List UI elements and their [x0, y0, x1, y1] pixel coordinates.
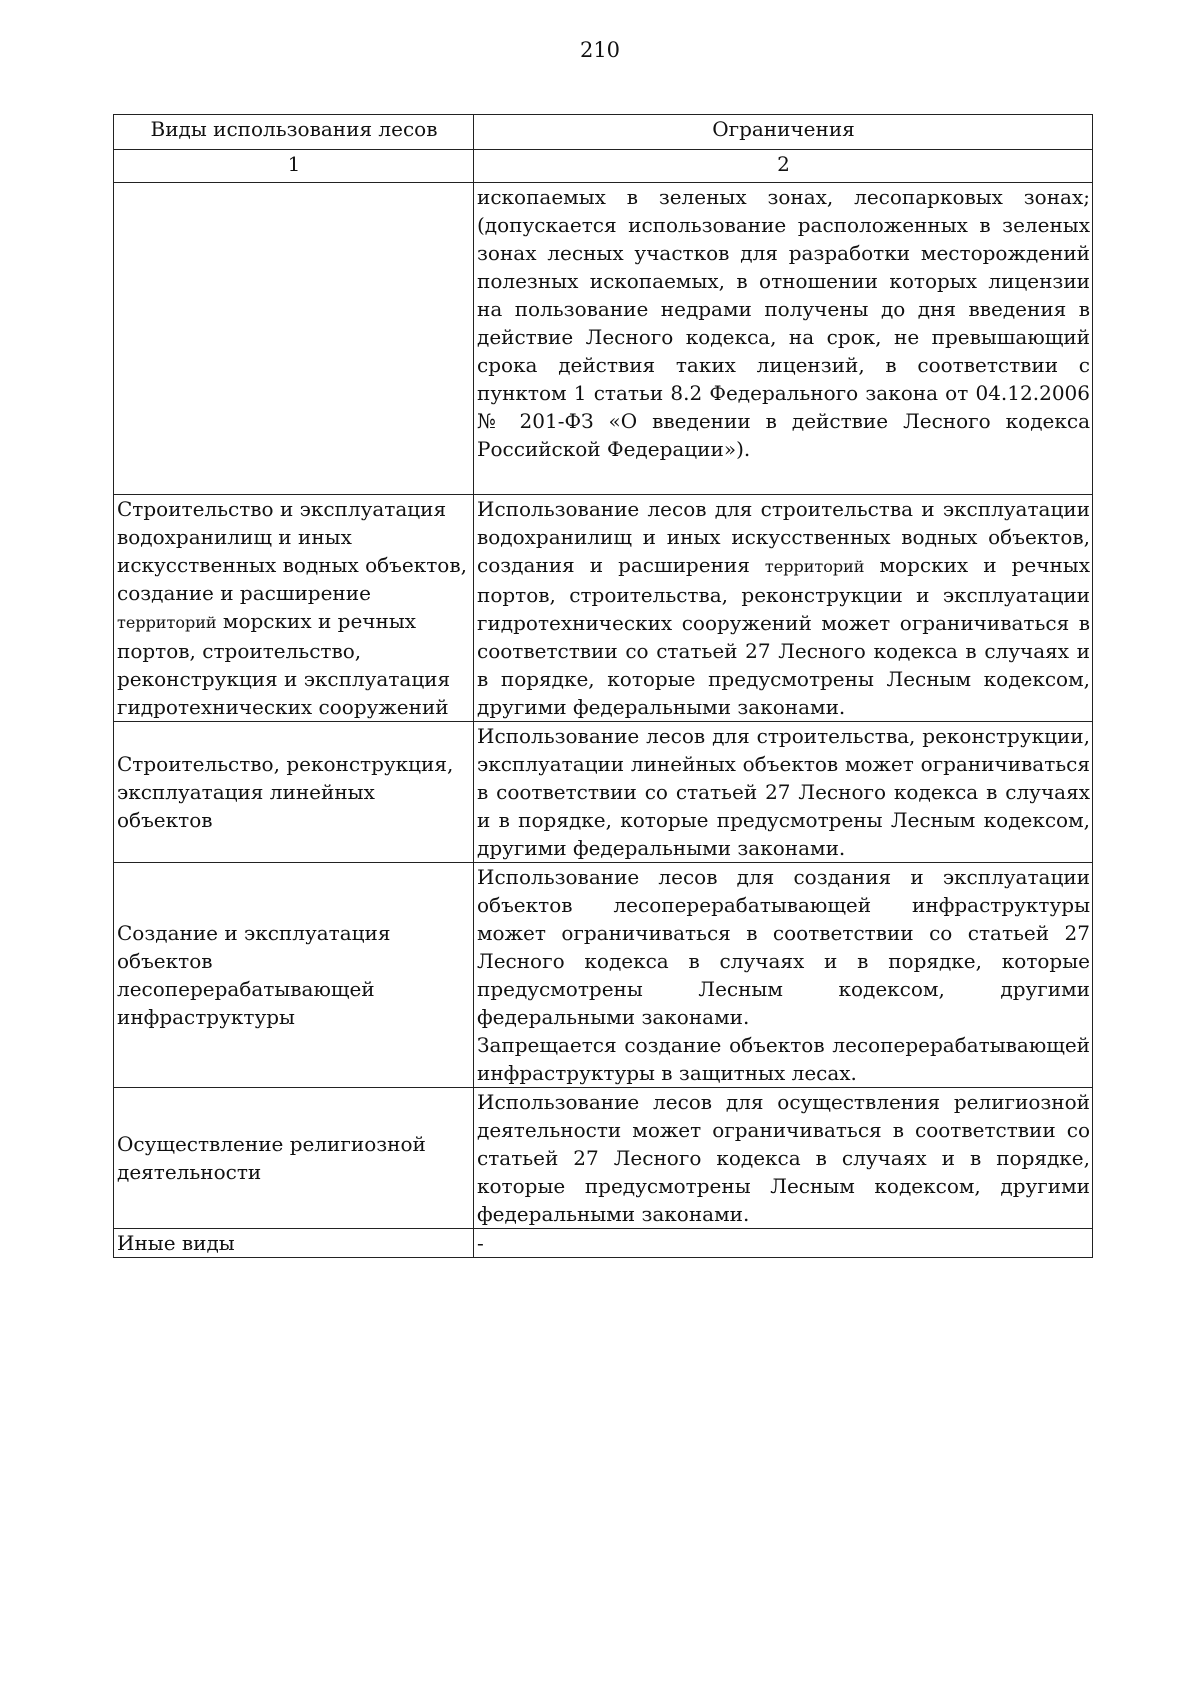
- table-row: [114, 722, 1093, 863]
- use-type-text: Строительство и эксплуатация водохранилищ и иных искусственных водных объектов, создание и расширение: [117, 497, 467, 605]
- column-header-restrictions: Ограничения: [474, 115, 1093, 150]
- table-header-row: [114, 115, 1093, 150]
- restriction-cell: [474, 495, 1093, 722]
- restriction-small-text: территорий: [764, 557, 865, 576]
- forest-use-restrictions-table: [113, 114, 1093, 1258]
- restriction-cell: [474, 863, 1093, 1088]
- table-row-continuation: [114, 183, 1093, 495]
- use-type-small-text: территорий: [117, 613, 217, 632]
- use-type-cell: Осуществление религиозной деятельности: [114, 1088, 474, 1229]
- table-row: [114, 863, 1093, 1088]
- use-type-cell: Иные виды: [114, 1229, 474, 1258]
- use-type-cell: Строительство, реконструкция, эксплуатация линейных объектов: [114, 722, 474, 863]
- restriction-text: морских и речных портов, строительства, реконструкции и эксплуатации гидротехнических сооружений может ограничиваться в соответствии со статьей 27 Лесного кодекса в случаях и в порядке, которые предусмотрены Лесным кодексом, другими федеральными законами.: [477, 553, 1090, 719]
- table-row: [114, 1229, 1093, 1258]
- restriction-cell: Использование лесов для осуществления религиозной деятельности может ограничиваться в соответствии со статьей 27 Лесного кодекса в случаях и в порядке, которые предусмотрены Лесным кодексом, другими федеральными законами.: [474, 1088, 1093, 1229]
- use-type-cell: [114, 183, 474, 495]
- restriction-paragraph: Запрещается создание объектов лесоперерабатывающей инфраструктуры в защитных лесах.: [477, 1033, 1090, 1085]
- table-row: [114, 495, 1093, 722]
- use-type-cell: [114, 495, 474, 722]
- use-type-text: морских и речных портов, строительство, реконструкция и эксплуатация гидротехнических сооружений: [117, 609, 451, 719]
- use-type-cell: Создание и эксплуатация объектов лесоперерабатывающей инфраструктуры: [114, 863, 474, 1088]
- restriction-cell: ископаемых в зеленых зонах, лесопарковых зонах; (допускается использование расположенных в зеленых зонах лесных участков для разработки месторождений полезных ископаемых, в отношении которых лицензии на пользование недрами получены до дня введения в действие Лесного кодекса, на срок, не превышающий срока действия таких лицензий, в соответствии с пунктом 1 статьи 8.2 Федерального закона от 04.12.2006 № 201-ФЗ «О введении в действие Лесного кодекса Российской Федерации»).: [474, 183, 1093, 495]
- restriction-paragraph: Использование лесов для создания и эксплуатации объектов лесоперерабатывающей инфраструктуры может ограничиваться в соответствии со статьей 27 Лесного кодекса в случаях и в порядке, которые предусмотрены Лесным кодексом, другими федеральными законами.: [477, 865, 1090, 1029]
- table-row: [114, 1088, 1093, 1229]
- column-header-use-types: Виды использования лесов: [114, 115, 474, 150]
- page-number: 210: [579, 38, 621, 62]
- column-number-2: 2: [474, 150, 1093, 183]
- column-number-row: [114, 150, 1093, 183]
- restriction-cell: Использование лесов для строительства, реконструкции, эксплуатации линейных объектов может ограничиваться в соответствии со статьей 27 Лесного кодекса в случаях и в порядке, которые предусмотрены Лесным кодексом, другими федеральными законами.: [474, 722, 1093, 863]
- column-number-1: 1: [114, 150, 474, 183]
- restriction-cell: -: [474, 1229, 1093, 1258]
- restriction-text: Использование лесов для строительства и эксплуатации водохранилищ и иных искусственных водных объектов, создания и расширения: [477, 497, 1090, 577]
